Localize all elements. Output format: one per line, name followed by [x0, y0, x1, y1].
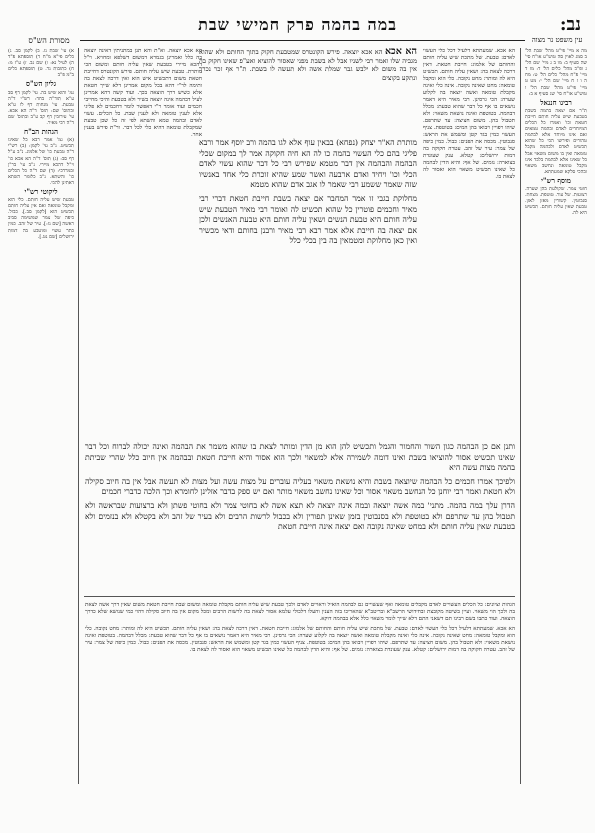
likutei-text: טבעת שיש עליה חותם. כלי הוא ומקבל טומאה ואם אין עליה חותם תכשיט הוא [לקמן סב.]. כבול. כיפה של צמר שמשימה סביב ראשה [שם נז:]. עיר של זהב. כמין כתר עשוי ומוטבע בה דמות ירושלים [שם נט.]. — [8, 197, 74, 240]
gemara-opening — [199, 48, 417, 134]
bottom-commentary-text: הגהות וציונים: כל הכלים העשויים לאדם מקבלים טומאה ואף שעשויים גם לבהמה הואיל וראויים לאדם ולכך טבעת שיש עליה חותם מקבלת טומאה ומשום שבת חייבת חטאת משום שאין דרך אשה לצאת בה ולכך הוי משאוי. ועיין בשיטה מקובצת ובחידושי הרשב"א ובריטב"א שהאריכו בזה הענין והעלו דלכולי עלמא אסור לצאת בה לרשות הרבים ומכל מקום אין בה חיוב סקילה דהוי כמי שנושא שלא כדרך הוצאה. ועוד כתבו בשם רבינו תם דשאני התם דלא שייך לומר משאוי כלל אלא בבהמה דוקא. — [85, 602, 515, 622]
rabbeinu-chananel-title: רבינו חננאל — [540, 97, 572, 107]
hagahot-title: הגהות הב"ח — [23, 127, 59, 137]
page-header — [14, 12, 583, 45]
bottom-commentary — [85, 602, 515, 792]
rabbeinu-chananel-text: ת"ר אם יצאה בהמה בשבת בטבעת שיש עליה חותם חייבת חטאת וכו' ואמרו כל הכלים המיוחדים לאדם ובהמה טמאים ואם אינו מיוחד אלא לבהמה טהורים ופירשו הכי כל שהוא תכשיט לאדם ולבהמה מקבל טומאה ואין בו משום משאוי אבל כל שאינו אלא לבהמה בלבד אינו מקבל טומאה ונחשב משאוי ובהכי סלקא שמעתתא. — [525, 107, 587, 175]
gilyon-text: גמ' והוא שיש בה. עי' לקמן דף סב ע"א תוד"ה בחד: רש"י ד"ה טבעת. עי' מנחות דף לו ע"א ובתוס' שם: תוס' ד"ה הא אכא. עי' עירובין דף קב ע"ב ובתוס' שם ד"ה רבי מאיר. — [8, 89, 74, 127]
masoret-text: א) עי' שבת נז. ב) לקמן סב. ג) כלים פי"א מ"ח ד) תוספתא פ"ד ה) לעיל נא: ו) שם נב. ז) ע"ז מ: ח) כתובות נד. ט) תוספתא כלים ב"מ פ"ב — [8, 48, 74, 79]
gemara-lead-word: הא אכא — [384, 48, 417, 57]
gemara-paragraph-3: ותנן אם כן הבהמה כגון השור והחמור והגמל ותכשיט להן הוא מן הדין ומותר לצאת בו שהוא משמר את הבהמה ואינה יכולה לברוח וכל דבר שאינו תכשיט אסור להוציאו בשבת ואינו דומה לשמירה אלא למשאוי ולכך הוא אסור והיא חייבת חטאת ובבהמה אין חיוב כלל שהרי שביתת בהמה מצות עשה היא — [85, 442, 515, 473]
bottom-rashi-continuation: הא אכא. שמעתתא דלעיל דכל כלי העשוי לאדם: טבעת. של מתכת שיש עליה חותם והחותם של אלמוג: חייבת חטאת. דאין דרכה לצאת בה: ושאין עליה חותם. תכשיט היא לה ומותר: מחט נקובה. כלי הוא ומקבל טומאה: מחט שאינה נקובה. אינה כלי ואינה מקבלת טומאה ואשה יוצאה בה לקלוע שערה: הכי גרסינן. רבי מאיר היא דאמר נושאים בו אף כל דבר שהוא טבעת: מכלל דבהמה. בטוטפת ואינה נושאת משאוי: ולא תטבול בהן. משום חציצה: עד שתרפם. שיהו רפויין ויבואו בהן המים: בטוטפת. צניף העשוי כמין בגד קטן ומשמש את הראש: סנבוטין. מכסה את הפנים: כבול. כמין כיפה של צמר: עיר של זהב. עטרה חקוקה בה דמות ירושלים: קטלא. ענק שעונדת בצוארה: נזמים. של אף: והיא הדין לבהמה כל שאינו תכשיט משאוי הוא ואסור לה לצאת בו. — [85, 626, 515, 653]
gemara-lower — [85, 442, 515, 590]
ein-mishpat-heading: עין משפט נר מצוה — [531, 36, 583, 44]
gemara-opening-paragraph — [199, 48, 417, 82]
gemara-main — [199, 138, 417, 438]
gemara-paragraph-1: מותרת הא"ר יצחק (נפחא) בבאין עוף אלא לגו בהמה ורב יוסף אמר ורבא פליגי בהם כלי העשוי בהמה כו לה הא חיה חקוקה אמר לך במקום שכלי הבהמה והבהמה אין דבר מטמא שפירש רבי כל דבר שהוא עשוי לאדם הכלי וכו' ויחיד ואדם ארבעה ואשר שמע שהיא זוכרת כלי אחד באנשיו שזה שאמר ששמע רבי שאמר לו אגב אדם שהוא מטמא — [199, 138, 417, 190]
hagahot-text: (א) גמ' אמר רבא כל שאינו תכשיט. נ"ב עי' לקמן: (ב) רש"י ד"ה טבעת כו' של אלמוג. נ"ב ע"ל דף סב: (ג) תוס' ד"ה הא אכא כו' וי"ל דהכא מיירי. נ"ב עי' בר"ן ובמרדכי: (ד) שם ד"ה כל הכלים כו' והשתא. נ"ב כלומר השתא דאתינן להכי. — [8, 137, 74, 186]
right-margin-column — [525, 48, 587, 796]
rashi-column — [423, 48, 515, 438]
gemara-paragraph-2: מחלוקת בגבי זו אמר המחבר אם יצאה בשבת חייבת חטאת דברי רבי מאיר וחכמים פוטרין כל שהוא תכשיט לה ואומר רבי מאיר הטבעת שיש עליה חותם היא טבעת הנשים ושאין עליה חותם היא טבעת האנשים ולכן אם יצאה בה חייבת אלא אמר רבא רבי מאיר ורבנן בחותם ודאי מכשיר ואין כאן מחלוקת ומטמאין בה בין בכלי כלל — [199, 193, 417, 246]
header-rule — [80, 40, 525, 41]
tosafot-text: הא אכא יוצאה. וא"ת והא תנן במתניתין דאינה יוצאה בה כלל ואמרינן בגמרא דמשום דשלפא ומחויא. וי"ל דהכא מיירי בטבעת שאין עליה חותם ומשום הכי מותרת. טבעת שיש עליה חותם. פירש הקונטרס דחייבת חטאת משום דתכשיט איש הוא ואין דרכה לצאת בה ותימה לר"י דהא בכל מקום אמרינן דלא שייך חטאת אלא כשיש דרך הוצאה בכך. ועוד קשה דהא אמרינן לעיל דבהמה אינה יוצאה בשיר ולא בטבעת והיכי מחייבי חכמים ועוד אומר ר"י דאפשר לומר דחכמים לא פליגי אלא לענין טומאה ולא לענין שבת. כל הכלים. עשוי לאדם ובהמה טמא והשתא לפי זה כל שכן טבעת שמקבלת טומאה דהיא כלי לכל דבר. ור"ת פירש בענין אחר. — [84, 48, 202, 138]
commentary-separator — [84, 596, 515, 597]
gemara-paragraph-4: ולפיכך אמרו חכמים כל הבהמה שיוצאה בשבת והיא נושאת משאוי בעליה עוברים על מצות עשה ועל מצות לא תעשה אבל אין בה חיוב סקילה ולא חטאת ואמר רבי יוחנן כל הנחשב משאוי אסור וכל שאינו נחשב משאוי מותר ואם יש ספק בדבר אזלינן לחומרא וכך הלכה כדברי חכמים — [85, 476, 515, 497]
musaf-rashi-title: מוסף רש"י — [541, 175, 571, 185]
tosafot-column — [84, 48, 202, 438]
left-margin-divider — [78, 48, 79, 784]
rashi-text: הא אכא. שמעתתא דלעיל דכל כלי העשוי לאדם: טבעת. של מתכת שיש עליה חותם והחותם של אלמוג: חייבת חטאת. דאין דרכה לצאת בה: ושאין עליה חותם. תכשיט היא לה ומותר: מחט נקובה. כלי הוא ומקבל טומאה: מחט שאינה נקובה. אינה כלי ואינה מקבלת טומאה ואשה יוצאה בה לקלוע שערה: הכי גרסינן. רבי מאיר היא דאמר נושאים בו אף כל דבר שהוא טבעת: מכלל דבהמה. בטוטפת ואינה נושאת משאוי: ולא תטבול בהן. משום חציצה: עד שתרפם. שיהו רפויין ויבואו בהן המים: בטוטפת. צניף העשוי כמין בגד קטן ומשמש את הראש: סנבוטין. מכסה את הפנים: כבול. כמין כיפה של צמר: עיר של זהב. עטרה חקוקה בה דמות ירושלים: קטלא. ענק שעונדת בצוארה: נזמים. של אף: והיא הדין לבהמה כל שאינו תכשיט משאוי הוא ואסור לה לצאת בו. — [423, 48, 515, 180]
ein-mishpat-text: מה א מיי' פי"ט מהל' שבת הל' ב סמג לאוין סה טוש"ע או"ח סי' שה סעיף ב: מו ב ג מיי' שם הל' ג ופ"כ מהל' כלים הל' ד: מז ד מיי' פ"ח מהל' כלים הל' ט: מח ה ו ז ח מיי' שם הל' י: מט ט מיי' פי"ט מהל' שבת הל' ו טוש"ע או"ח סי' שג סעיף א ב: — [525, 48, 587, 97]
gilyon-title: גליון הש"ס — [25, 79, 57, 89]
left-margin-column — [8, 48, 74, 796]
folio-number: נב: — [559, 14, 581, 35]
gemara-closing: הדרן עלך במה בהמה. מתני' במה אשה יוצאה ובמה אינה יוצאה לא תצא אשה לא בחוטי צמר ולא בחוטי פשתן ולא ברצועות שבראשה ולא תטבול בהן עד שתרפם ולא בטוטפת ולא בסנבוטין בזמן שאינן תפורין ולא בכבול לרשות הרבים ולא בעיר של זהב ולא בקטלא ולא בנזמים ולא בטבעת שאין עליה חותם ולא במחט שאינה נקובה ואם יצאה אינה חייבת חטאת — [85, 500, 515, 532]
right-margin-divider — [520, 48, 521, 784]
musaf-rashi-text: חוטי צמר. שקולעת בהן שערה. רצועות. של עור. טוטפת. מצחת. סנבוטין. קשורין מאזן לאזן. טבעת שאין עליה חותם. תכשיט היא לה. — [525, 185, 587, 217]
gemara-opening-text: הא אכא יוצאה. פירש הקונטרס שמטבעת חקוק בתוך החותם ולא שהוא מגביה שלו ואמר רבי לשניו אבל לא בשבת מפני שאסור להוציא ואע"פ שאינו חקוק בה אין בה משום לא ילבש גבר שמלת אשה ולא תעשה לו בשבת. ת"ר אף זכר נכרך ונתקע בקוצים — [199, 48, 417, 82]
likutei-title: ליקוטי רש"י — [24, 186, 58, 196]
running-title: במה בהמה פרק חמישי שבת — [198, 15, 397, 34]
masoret-heading: מסורת הש"ס — [28, 36, 70, 45]
